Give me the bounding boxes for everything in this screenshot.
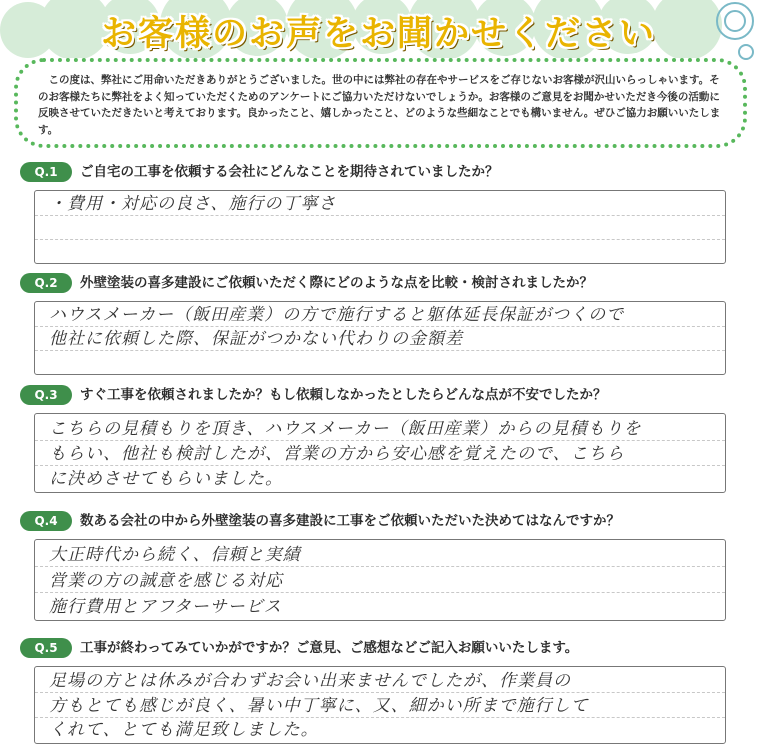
answer-line (35, 717, 725, 741)
answer-line (35, 215, 725, 240)
answer-line (35, 594, 725, 618)
answer-text: ・費用・対応の良さ、施行の丁寧さ (49, 194, 337, 214)
question-text: すぐ工事を依頼されましたか？もし依頼しなかったとしたらどんな点が不安でしたか？ (80, 387, 607, 403)
answer-line (35, 668, 725, 693)
question-block-q4 (14, 509, 744, 617)
question-badge: Q.4 (20, 511, 72, 531)
question-header (14, 271, 744, 297)
answer-line (35, 466, 725, 490)
answer-line (35, 326, 725, 351)
answer-text: 施行費用とアフターサービス (49, 597, 282, 617)
answer-text: 営業の方の誠意を感じる対応 (49, 571, 283, 591)
answer-box[interactable] (34, 301, 726, 375)
question-text: 外壁塗装の喜多建設にご依頼いただく際にどのような点を比較・検討されましたか？ (80, 275, 593, 291)
answer-text: 方もとても感じが良く、暑い中丁寧に、又、細かい所まで施行して (49, 696, 589, 716)
question-block-q1 (14, 160, 744, 214)
answer-box[interactable] (34, 666, 726, 744)
answer-line (35, 542, 725, 567)
question-header (14, 383, 744, 409)
intro-text: この度は、弊社にご用命いただきありがとうございました。世の中には弊社の存在やサービスをご存じないお客様が沢山いらっしゃいます。そのお客様たちに弊社をよく知っていただくためのアンケートにご協力いただけないでしょうか。お客様のご意見をお聞かせいただき今後の活動に反映させていただきたいと考えております。良かったこと、嬉しかったこと、どのような些細なことでも構いません。ぜひご協力お願いいたします。 (38, 74, 721, 136)
question-badge: Q.3 (20, 385, 72, 405)
question-badge: Q.5 (20, 638, 72, 658)
question-block-q2 (14, 271, 744, 349)
answer-text: 足場の方とは休みが合わずお会い出来ませんでしたが、作業員の (49, 671, 571, 691)
question-header (14, 160, 744, 186)
answer-box[interactable] (34, 539, 726, 621)
question-text: 工事が終わってみていかがですか？ご意見、ご感想などご記入お願いいたします。 (80, 640, 579, 656)
answer-line (35, 350, 725, 374)
answer-box[interactable] (34, 190, 726, 264)
intro-box (14, 58, 747, 148)
answer-text: こちらの見積もりを頂き、ハウスメーカー（飯田産業）からの見積もりを (49, 419, 642, 439)
question-text: ご自宅の工事を依頼する会社にどんなことを期待されていましたか？ (80, 164, 499, 180)
header-banner (0, 0, 757, 58)
question-badge: Q.2 (20, 273, 72, 293)
answer-line (35, 441, 725, 466)
answer-text: ハウスメーカー（飯田産業）の方で施行すると躯体延長保証がつくので (49, 305, 625, 325)
answer-line (35, 191, 725, 216)
answer-line (35, 239, 725, 263)
question-badge: Q.1 (20, 162, 72, 182)
answer-text: 他社に依頼した際、保証がつかない代わりの金額差 (49, 329, 463, 349)
question-text: 数ある会社の中から外壁塗装の喜多建設に工事をご依頼いただいた決めてはなんですか？ (80, 513, 620, 529)
answer-text: くれて、とても満足致しました。 (49, 720, 319, 740)
answer-line (35, 416, 725, 441)
page-title: お客様のお声をお聞かせください (100, 14, 656, 54)
answer-text: 大正時代から続く、信頼と実績 (49, 545, 301, 565)
answer-text: に決めさせてもらいました。 (49, 469, 283, 489)
answer-text: もらい、他社も検討したが、営業の方から安心感を覚えたので、こちら (49, 444, 625, 464)
answer-box[interactable] (34, 413, 726, 493)
question-block-q3 (14, 383, 744, 489)
question-block-q5 (14, 636, 744, 740)
question-header (14, 509, 744, 535)
answer-line (35, 568, 725, 593)
question-header (14, 636, 744, 662)
